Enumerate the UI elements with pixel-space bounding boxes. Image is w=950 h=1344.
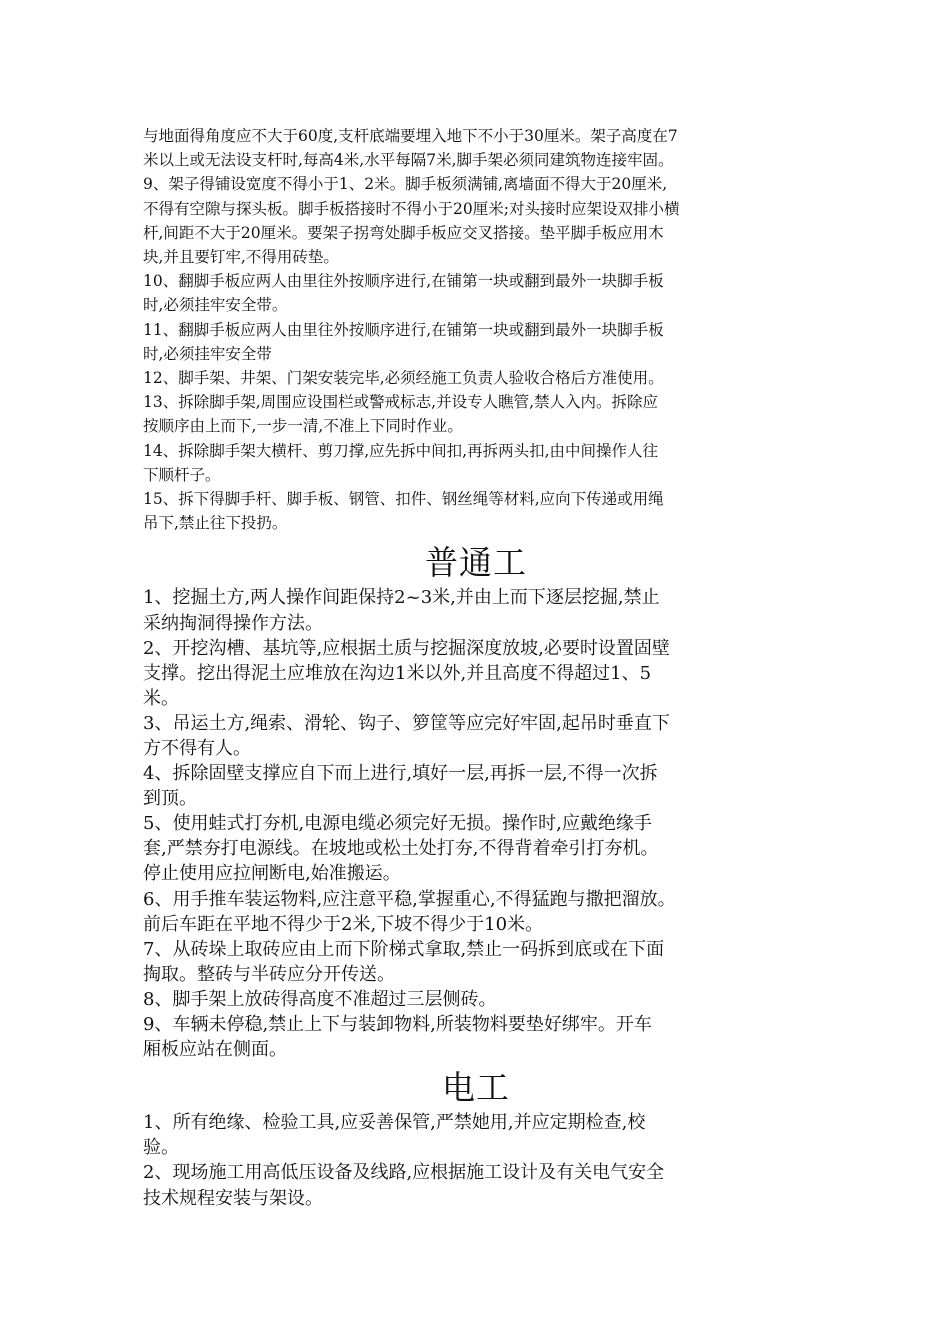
paragraph: 2、开挖沟槽、基坑等,应根据土质与挖掘深度放坡,必要时设置固壁 支撑。挖出得泥土应堆放在沟边1米以外,并且高度不得超过1、5 米。 [143,637,670,709]
paragraph: 8、脚手架上放砖得高度不准超过三层侧砖。 [143,988,497,1010]
paragraph: 14、拆除脚手架大横杆、剪刀撑,应先拆中间扣,再拆两头扣,由中间操作人往 下顺杆子。 [143,441,659,484]
paragraph: 4、拆除固壁支撑应自下而上进行,填好一层,再拆一层,不得一次拆 到顶。 [143,763,658,810]
paragraph: 2、现场施工用高低压设备及线路,应根据施工设计及有关电气安全 技术规程安装与架设。 [143,1162,665,1209]
paragraph: 13、拆除脚手架,周围应设围栏或警戒标志,并设专人瞧管,禁人入内。拆除应 按顺序由上而下,一步一清,不准上下同时作业。 [143,393,659,436]
paragraph: 3、吊运土方,绳索、滑轮、钩子、箩筐等应完好牢固,起吊时垂直下 方不得有人。 [143,712,670,760]
scaffold-section [143,124,809,535]
paragraph: 1、所有绝缘、检验工具,应妥善保管,严禁她用,并应定期检查,校 验。 [143,1112,646,1159]
paragraph: 5、使用蛙式打夯机,电源电缆必须完好无损。操作时,应戴绝缘手 套,严禁夯打电源线。在坡地或松土处打夯,不得背着牵引打夯机。 停止使用应拉闸断电,始准搬运。 [143,813,659,885]
section-heading-common-worker: 普通工 [425,543,527,583]
paragraph: 11、翻脚手板应两人由里往外按顺序进行,在铺第一块或翻到最外一块脚手板 时,必须挂牢安全带 [143,320,664,363]
paragraph: 1、挖掘土方,两人操作间距保持2~3米,并由上而下逐层挖掘,禁止 采纳掏洞得操作方法。 [143,587,660,634]
paragraph: 15、拆下得脚手杆、脚手板、钢管、扣件、钢丝绳等材料,应向下传递或用绳 吊下,禁止往下投扔。 [143,490,664,533]
paragraph: 10、翻脚手板应两人由里往外按顺序进行,在铺第一块或翻到最外一块脚手板 时,必须挂牢安全带。 [143,272,664,315]
paragraph: 12、脚手架、井架、门架安装完毕,必须经施工负责人验收合格后方准使用。 [143,369,664,388]
common-worker-section [143,585,809,1062]
paragraph: 9、车辆未停稳,禁止上下与装卸物料,所装物料要垫好绑牢。开车 厢板应站在侧面。 [143,1014,652,1061]
section-heading-electrician: 电工 [442,1068,510,1108]
paragraph: 7、从砖垛上取砖应由上而下阶梯式拿取,禁止一码拆到底或在下面 掏取。整砖与半砖应分开传送。 [143,938,665,985]
electrician-section [143,1110,809,1210]
paragraph: 6、用手推车装运物料,应注意平稳,掌握重心,不得猛跑与撒把溜放。 前后车距在平地不得少于2米,下坡不得少于10米。 [143,888,676,935]
paragraph: 与地面得角度应不大于60度,支杆底端要埋入地下不小于30厘米。架子高度在7 米以上或无法设支杆时,每高4米,水平每隔7米,脚手架必须同建筑物连接牢固。 [143,127,678,170]
paragraph: 9、架子得铺设宽度不得小于1、2米。脚手板须满铺,离墙面不得大于20厘米, 不得有空隙与探头板。脚手板搭接时不得小于20厘米;对头接时应架设双排小横 杆,间距不大于20厘米。要架子拐弯处脚手板应交叉搭接。垫平脚手板应用木 块,并且要钉牢,不得用砖垫。 [143,175,680,267]
document-page [143,124,809,1211]
